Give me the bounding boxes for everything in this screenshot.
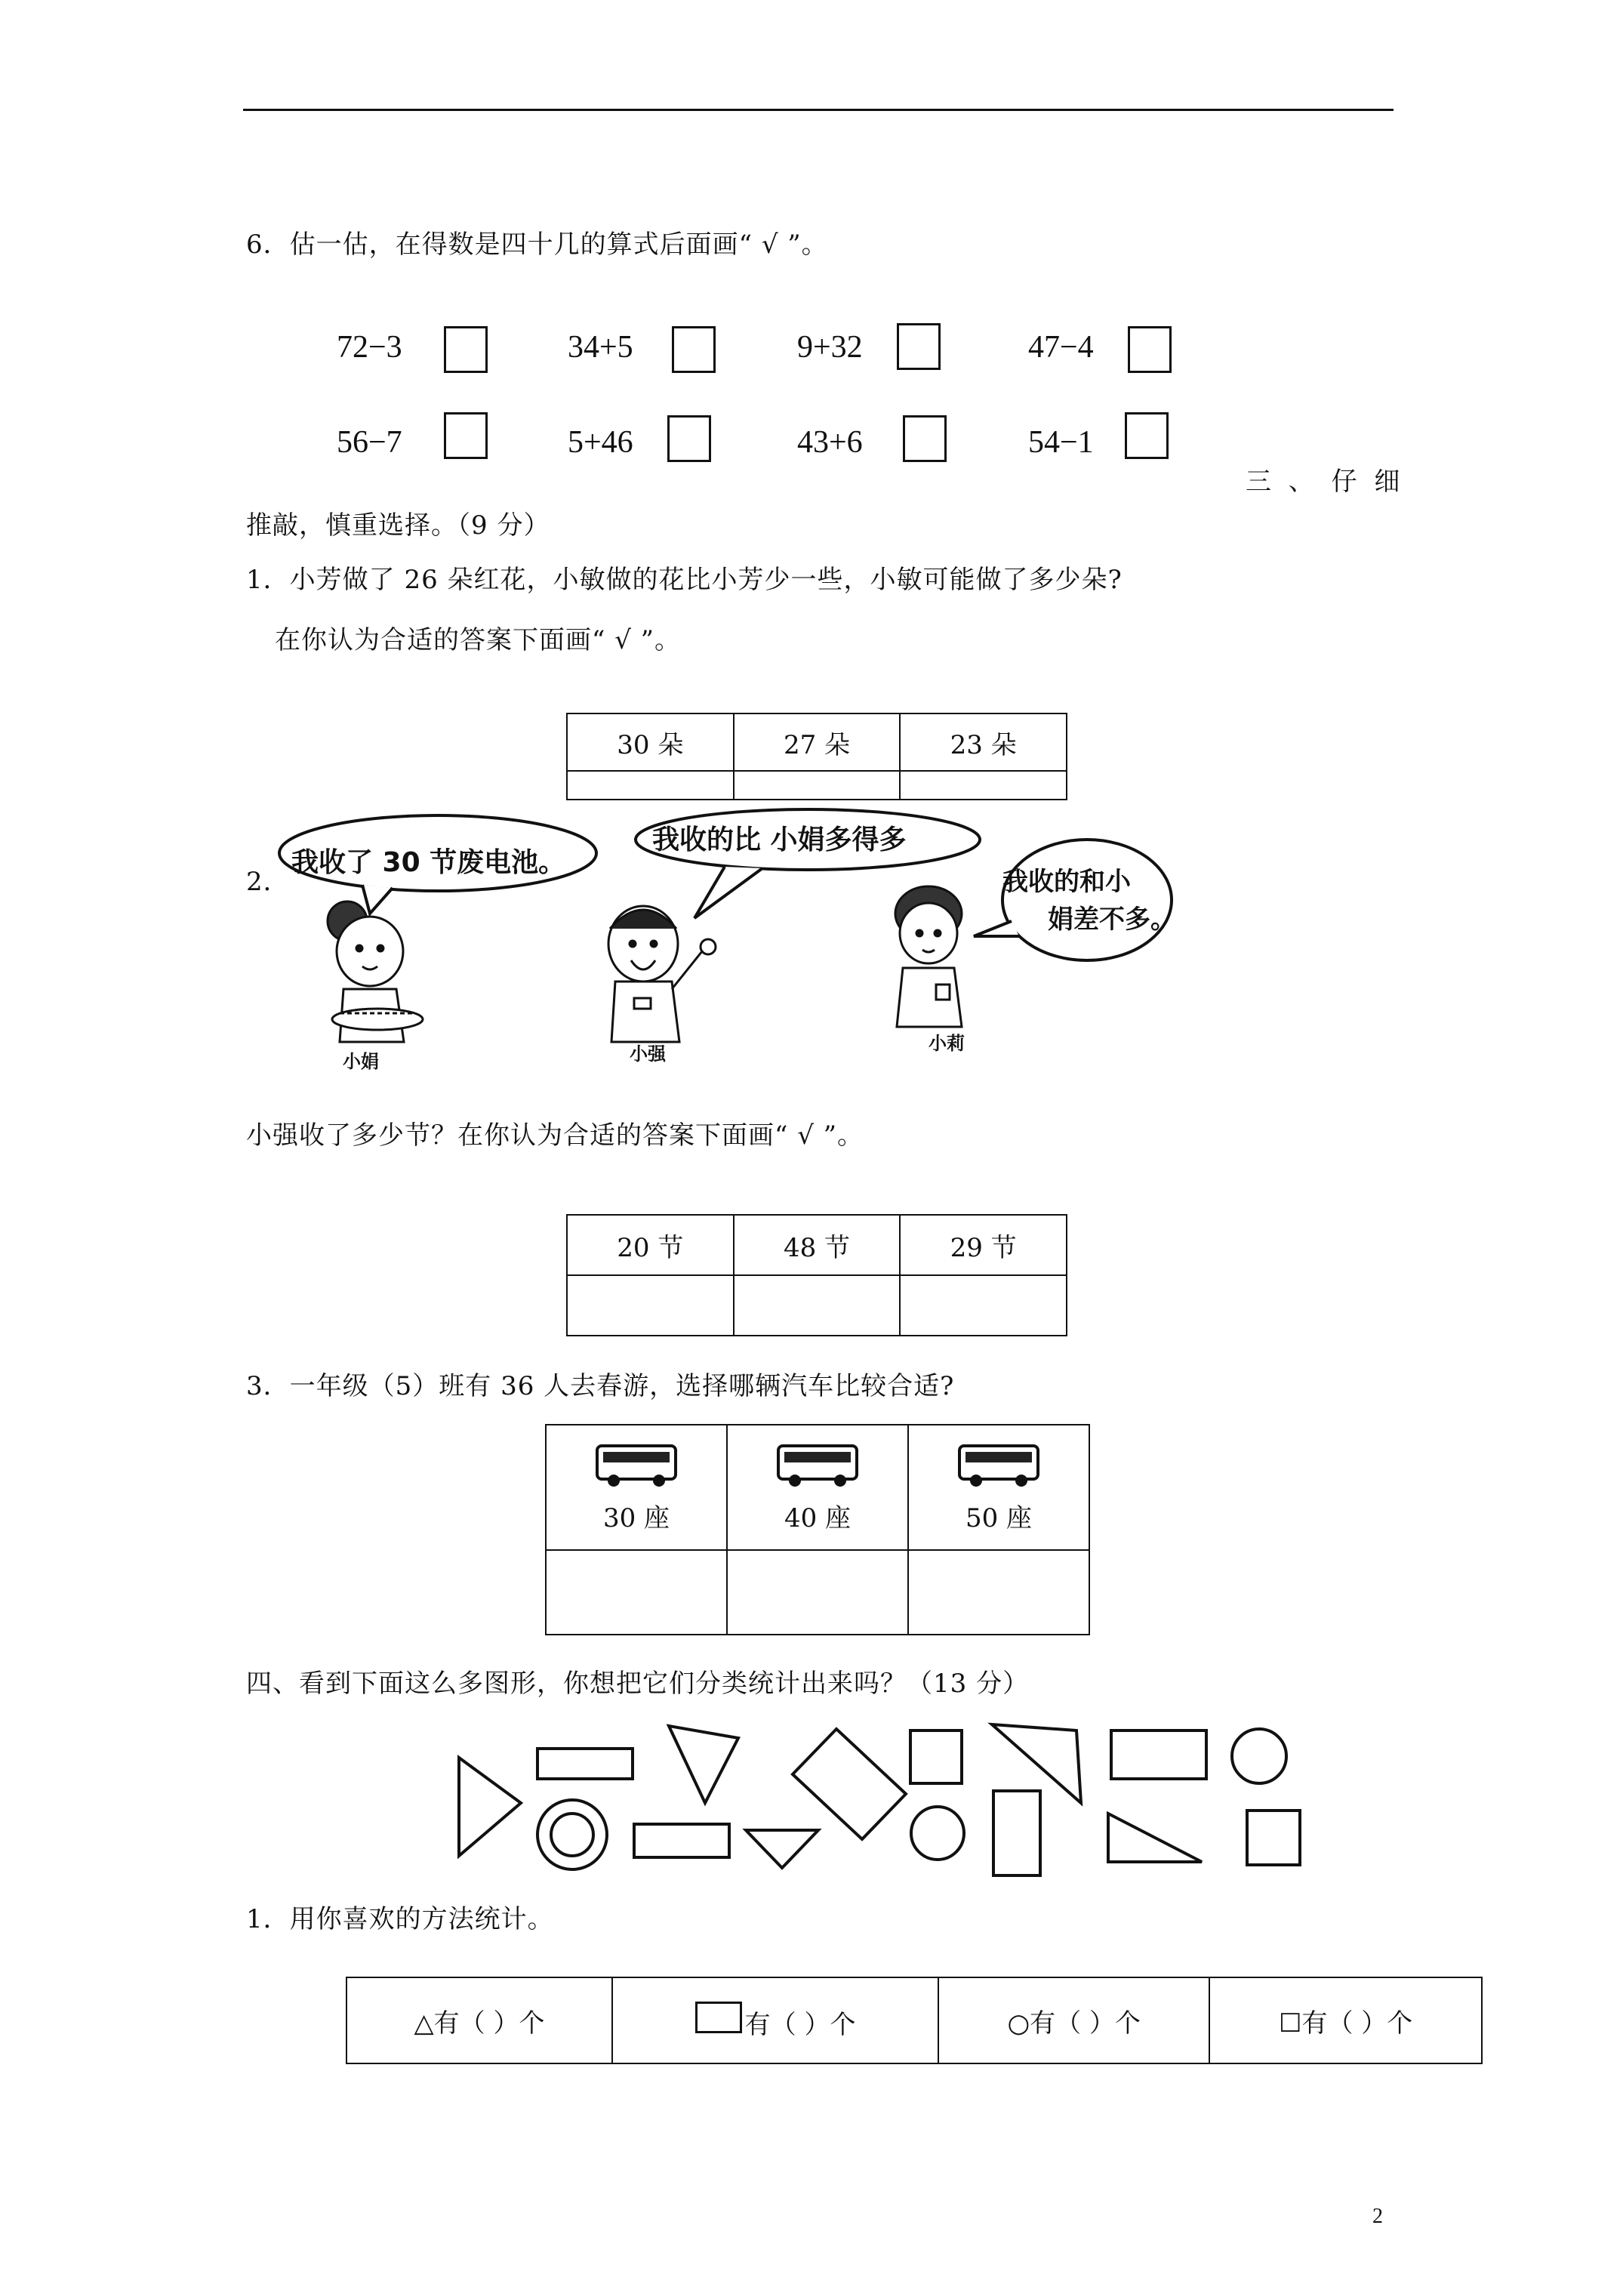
name-label: 小莉	[929, 1033, 965, 1054]
section4-q1: 1．用你喜欢的方法统计。	[246, 1904, 554, 1934]
answer-cell[interactable]	[567, 1275, 734, 1336]
bubble3-text-line1: 我收的和小	[1002, 867, 1131, 897]
answer-cell[interactable]	[567, 771, 734, 800]
answer-cell[interactable]	[908, 1550, 1089, 1635]
answer-box[interactable]	[1125, 412, 1169, 459]
rectangle-outline-icon	[695, 2002, 742, 2033]
triangle-shape	[459, 1758, 521, 1856]
q6-prompt: 6．估一估，在得数是四十几的算式后面画“ √ ”。	[246, 230, 828, 260]
ring-inner-shape	[551, 1814, 593, 1856]
bus-seats-label: 40 座	[784, 1502, 852, 1533]
girl-xiaoli-figure	[895, 886, 962, 1027]
square-outline-icon: ☐	[1278, 2008, 1302, 2039]
expression: 54−1	[1028, 425, 1094, 460]
page-number: 2	[1372, 2205, 1383, 2228]
bubble1-text: 我收了 30 节废电池。	[291, 847, 566, 878]
answer-cell[interactable]	[727, 1550, 908, 1635]
rectangle-shape	[993, 1791, 1040, 1875]
expression: 72−3	[337, 330, 402, 365]
rectangle-shape	[1111, 1730, 1206, 1779]
expression: 47−4	[1028, 330, 1094, 365]
option-cell: 48 节	[734, 1215, 901, 1275]
s3q1-answer-table	[566, 713, 1067, 800]
square-shape	[1247, 1811, 1300, 1865]
circle-shape	[1232, 1729, 1286, 1783]
tally-cell-circle	[938, 1977, 1209, 2063]
boy-xiaoqiang-figure	[608, 906, 716, 1042]
answer-cell[interactable]	[546, 1550, 727, 1635]
tally-cell-rectangle	[612, 1977, 938, 2063]
bus-option-cell	[546, 1425, 727, 1550]
bus-option-cell	[727, 1425, 908, 1550]
option-cell: 23 朵	[900, 713, 1067, 771]
triangle-shape	[669, 1726, 738, 1803]
answer-cell[interactable]	[734, 771, 901, 800]
s3q3-bus-table	[545, 1424, 1090, 1635]
header-rule	[243, 109, 1394, 111]
option-cell: 20 节	[567, 1215, 734, 1275]
bus-seats-label: 30 座	[602, 1502, 670, 1533]
bus-option-cell	[908, 1425, 1089, 1550]
s3q2-answer-table	[566, 1214, 1067, 1336]
tally-table	[346, 1977, 1483, 2064]
option-cell: 29 节	[900, 1215, 1067, 1275]
tally-text: 有（ ）个	[1301, 2008, 1413, 2039]
tally-text: 有（ ）个	[433, 2008, 545, 2039]
expression: 43+6	[797, 425, 863, 460]
answer-box[interactable]	[444, 412, 488, 459]
rectangle-shape	[793, 1729, 906, 1839]
answer-box[interactable]	[672, 326, 716, 373]
s3q1-question: 1．小芳做了 26 朵红花，小敏做的花比小芳少一些，小敏可能做了多少朵?	[246, 565, 1123, 595]
s3q1-instruction: 在你认为合适的答案下面画“ √ ”。	[275, 625, 682, 655]
answer-box[interactable]	[667, 415, 711, 462]
answer-box[interactable]	[903, 415, 947, 462]
section3-heading-cont: 推敲，慎重选择。（9 分）	[246, 510, 550, 541]
answer-cell[interactable]	[900, 771, 1067, 800]
bubble3-text-line2: 娟差不多。	[1048, 905, 1176, 935]
bus-icon	[594, 1441, 679, 1488]
answer-box[interactable]	[1128, 326, 1172, 373]
tally-text: 有（ ）个	[1030, 2008, 1141, 2039]
triangle-shape	[746, 1830, 818, 1868]
rectangle-shape	[537, 1749, 633, 1779]
expression: 56−7	[337, 425, 402, 460]
rectangle-shape	[634, 1824, 729, 1857]
bus-icon	[775, 1441, 860, 1488]
circle-outline-icon: ○	[1007, 2008, 1030, 2039]
expression: 9+32	[797, 330, 863, 365]
bubble2-text: 我收的比 小娟多得多	[652, 824, 907, 855]
name-label: 小强	[630, 1043, 666, 1065]
tally-text: 有（ ）个	[744, 2009, 856, 2040]
tally-cell-triangle	[346, 1977, 612, 2063]
expression: 5+46	[568, 425, 633, 460]
answer-cell[interactable]	[734, 1275, 901, 1336]
bus-icon	[956, 1441, 1041, 1488]
section3-heading-start: 三 、 仔 细	[1246, 467, 1405, 497]
girl-xiaojuan-figure	[328, 901, 423, 1042]
name-label: 小娟	[343, 1051, 379, 1072]
answer-box[interactable]	[444, 326, 488, 373]
triangle-shape	[1108, 1814, 1202, 1862]
section4-heading: 四、看到下面这么多图形，你想把它们分类统计出来吗？（13 分）	[246, 1669, 1030, 1699]
s3q3-question: 3．一年级（5）班有 36 人去春游，选择哪辆汽车比较合适?	[246, 1371, 955, 1401]
triangle-outline-icon: △	[414, 2008, 434, 2039]
bus-seats-label: 50 座	[965, 1502, 1033, 1533]
option-cell: 30 朵	[567, 713, 734, 771]
square-shape	[910, 1730, 962, 1783]
circle-shape	[911, 1807, 964, 1860]
option-cell: 27 朵	[734, 713, 901, 771]
expression: 34+5	[568, 330, 633, 365]
answer-box[interactable]	[897, 323, 941, 370]
answer-cell[interactable]	[900, 1275, 1067, 1336]
s3q2-question: 小强收了多少节？在你认为合适的答案下面画“ √ ”。	[246, 1120, 864, 1151]
shapes-figure	[445, 1714, 1313, 1888]
tally-cell-square	[1209, 1977, 1482, 2063]
s3q2-number: 2．	[246, 867, 290, 897]
